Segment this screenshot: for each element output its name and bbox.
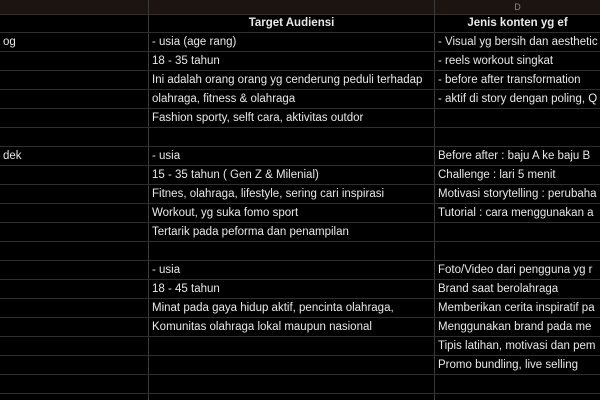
- cell-target-audiensi[interactable]: Fashion sporty, selft cara, aktivitas outdor: [152, 112, 364, 124]
- cell-jenis-konten[interactable]: Brand saat berolahraga: [438, 283, 559, 295]
- table-row: [0, 337, 600, 356]
- cell-jenis-konten[interactable]: Tutorial : cara menggunakan a: [438, 207, 594, 219]
- cell-col-a[interactable]: [0, 223, 148, 242]
- table-row: [0, 204, 600, 223]
- cell-jenis-konten[interactable]: Menggunakan brand pada me: [438, 321, 592, 333]
- header-cell-a[interactable]: [0, 14, 148, 33]
- cell-col-a[interactable]: [0, 204, 148, 223]
- cell-col-a[interactable]: dek: [3, 150, 22, 162]
- cell-target-audiensi[interactable]: [149, 337, 434, 356]
- cell-target-audiensi[interactable]: - usia: [152, 150, 181, 162]
- table-row: [0, 147, 600, 166]
- cell-jenis-konten[interactable]: Memberikan cerita inspiratif pa: [438, 302, 595, 314]
- table-row: [0, 223, 600, 242]
- cell-target-audiensi[interactable]: Komunitas olahraga lokal maupun nasional: [152, 321, 372, 333]
- cell-target-audiensi[interactable]: Tertarik pada peforma dan penampilan: [152, 226, 349, 238]
- table-row: [0, 280, 600, 299]
- cell-col-a[interactable]: [0, 337, 148, 356]
- cell-jenis-konten[interactable]: Before after : baju A ke baju B: [438, 150, 591, 162]
- cell-col-a[interactable]: og: [3, 36, 16, 48]
- cell-col-a[interactable]: [0, 375, 148, 394]
- header-cell-jenis-konten[interactable]: Jenis konten yg ef: [467, 17, 568, 29]
- cell-jenis-konten[interactable]: Tipis latihan, motivasi dan pem: [438, 340, 596, 352]
- table-row: [0, 185, 600, 204]
- cell-col-a[interactable]: [0, 52, 148, 71]
- cell-target-audiensi[interactable]: Minat pada gaya hidup aktif, pencinta olahraga,: [152, 302, 394, 314]
- cell-jenis-konten[interactable]: Foto/Video dari pengguna yg r: [438, 264, 593, 276]
- cell-target-audiensi[interactable]: olahraga, fitness & olahraga: [152, 93, 296, 105]
- column-letter-d[interactable]: D: [514, 2, 521, 12]
- cell-target-audiensi[interactable]: - usia: [152, 264, 181, 276]
- table-row: [0, 299, 600, 318]
- cell-col-a[interactable]: [0, 299, 148, 318]
- cell-target-audiensi[interactable]: 18 - 45 tahun: [152, 283, 220, 295]
- table-row: [0, 109, 600, 128]
- cell-col-a[interactable]: [0, 90, 148, 109]
- table-row: [0, 242, 600, 261]
- cell-jenis-konten[interactable]: - reels workout singkat: [438, 55, 554, 67]
- table-row: [0, 128, 600, 147]
- table-row: [0, 52, 600, 71]
- cell-target-audiensi[interactable]: [149, 356, 434, 375]
- cell-target-audiensi[interactable]: [149, 128, 434, 147]
- cell-jenis-konten[interactable]: [435, 375, 600, 394]
- table-row: [0, 90, 600, 109]
- cell-target-audiensi[interactable]: Ini adalah orang orang yg cenderung peduli terhadap: [152, 74, 423, 86]
- sheet-rows: [0, 14, 600, 394]
- cell-target-audiensi[interactable]: [149, 242, 434, 261]
- cell-col-a[interactable]: [0, 280, 148, 299]
- table-row: [0, 166, 600, 185]
- cell-col-a[interactable]: [0, 166, 148, 185]
- cell-target-audiensi[interactable]: - usia (age rang): [152, 36, 237, 48]
- table-row: [0, 318, 600, 337]
- cell-col-a[interactable]: [0, 109, 148, 128]
- column-header-bar: [0, 0, 600, 15]
- cell-jenis-konten[interactable]: Motivasi storytelling : perubaha: [438, 188, 597, 200]
- cell-col-a[interactable]: [0, 71, 148, 90]
- cell-jenis-konten[interactable]: [435, 128, 600, 147]
- table-row: [0, 356, 600, 375]
- cell-col-a[interactable]: [0, 242, 148, 261]
- cell-jenis-konten[interactable]: Challenge : lari 5 menit: [438, 169, 556, 181]
- cell-jenis-konten[interactable]: - aktif di story dengan poling, Q: [438, 93, 598, 105]
- cell-col-a[interactable]: [0, 261, 148, 280]
- header-cell-target-audiensi[interactable]: Target Audiensi: [248, 17, 335, 29]
- table-row: [0, 33, 600, 52]
- cell-target-audiensi[interactable]: 15 - 35 tahun ( Gen Z & Milenial): [152, 169, 319, 181]
- cell-col-a[interactable]: [0, 128, 148, 147]
- cell-target-audiensi[interactable]: Workout, yg suka fomo sport: [152, 207, 299, 219]
- cell-col-a[interactable]: [0, 356, 148, 375]
- cell-target-audiensi[interactable]: Fitnes, olahraga, lifestyle, sering cari inspirasi: [152, 188, 385, 200]
- cell-jenis-konten[interactable]: - before after transformation: [438, 74, 581, 86]
- cell-target-audiensi[interactable]: [149, 375, 434, 394]
- table-row: [0, 375, 600, 394]
- table-row: [0, 261, 600, 280]
- cell-col-a[interactable]: [0, 185, 148, 204]
- cell-jenis-konten[interactable]: [435, 242, 600, 261]
- cell-jenis-konten[interactable]: Promo bundling, live selling: [438, 359, 578, 371]
- cell-target-audiensi[interactable]: 18 - 35 tahun: [152, 55, 220, 67]
- table-row: [0, 71, 600, 90]
- cell-jenis-konten[interactable]: - Visual yg bersih dan aesthetic: [438, 36, 598, 48]
- cell-jenis-konten[interactable]: [435, 109, 600, 128]
- cell-col-a[interactable]: [0, 318, 148, 337]
- header-row: [0, 14, 600, 33]
- cell-jenis-konten[interactable]: [435, 223, 600, 242]
